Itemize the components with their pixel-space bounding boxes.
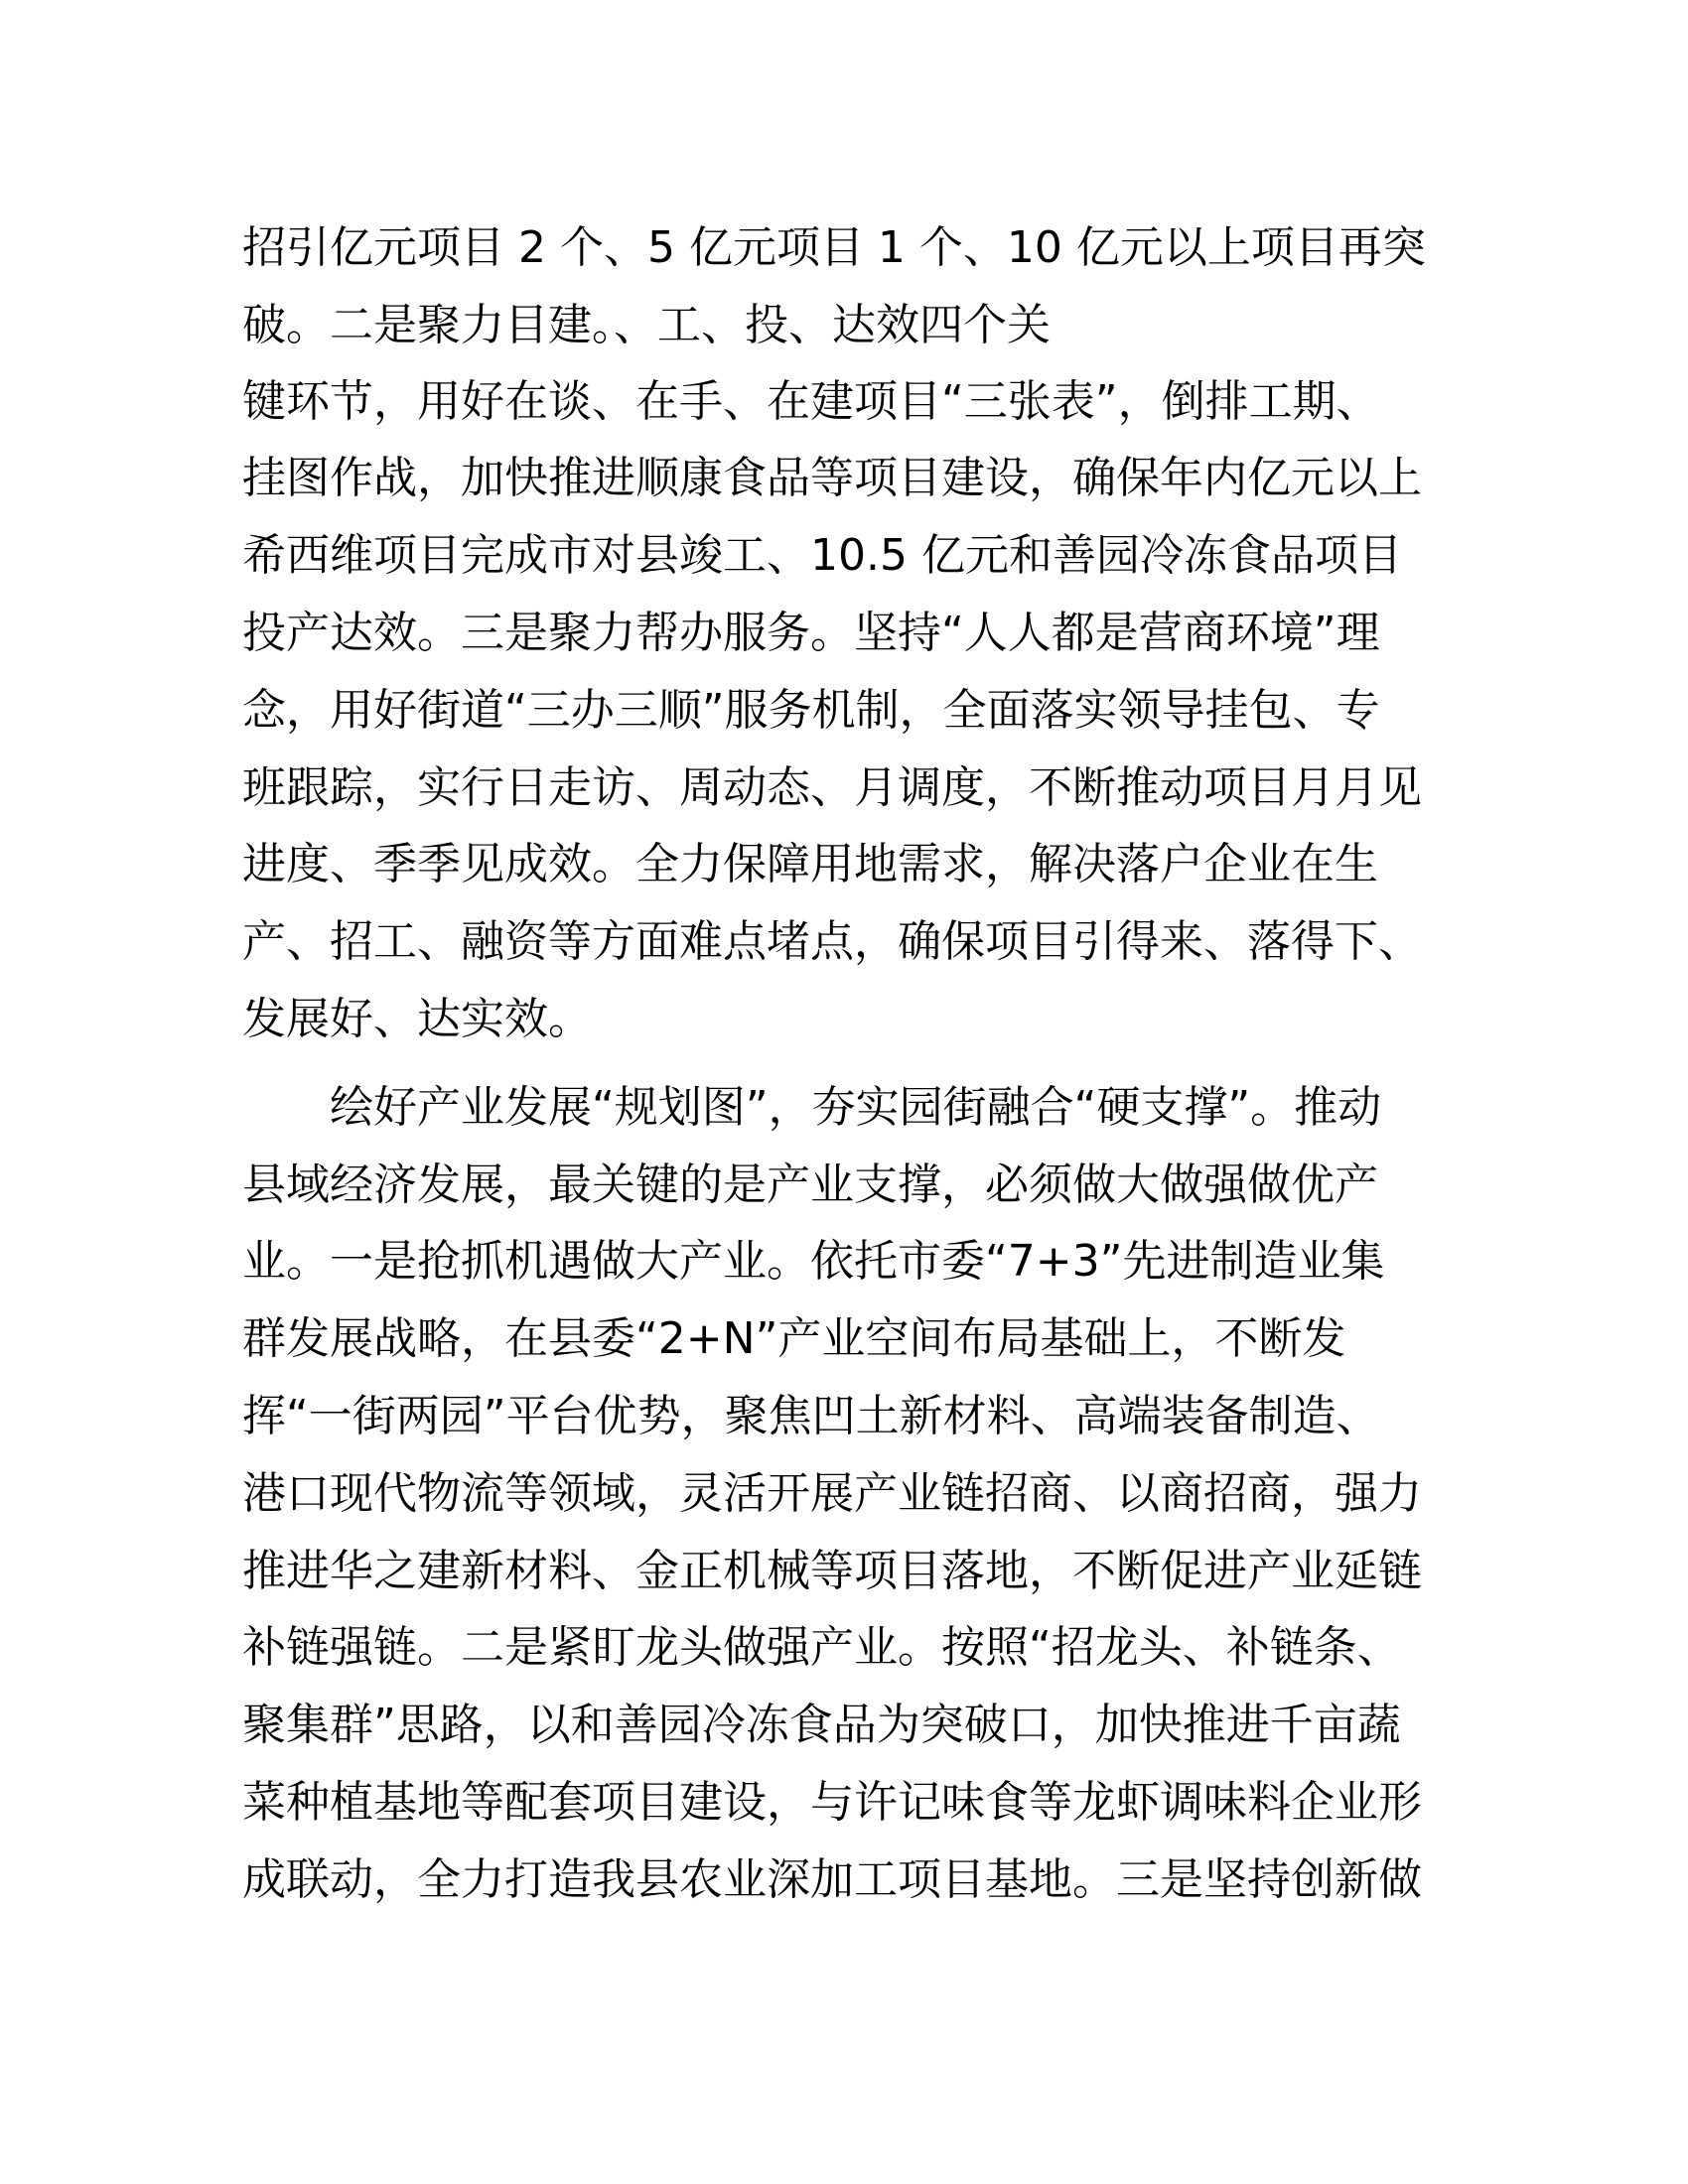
text-line: 产、招工、融资等方面难点堵点，确保项目引得来、落得下、: [242, 916, 1422, 967]
text-line: 成联动，全力打造我县农业深加工项目基地。三是坚持创新做: [242, 1854, 1422, 1905]
text-line: 进度、季季见成效。全力保障用地需求，解决落户企业在生: [242, 839, 1378, 889]
text-line: 港口现代物流等领域，灵活开展产业链招商、以商招商，强力: [242, 1468, 1422, 1519]
text-line: 键环节，用好在谈、在手、在建项目“三张表”，倒排工期、: [242, 376, 1380, 427]
text-line: 念，用好街道“三办三顺”服务机制，全面落实领导挂包、专: [242, 685, 1380, 736]
text-line: 聚集群”思路，以和善园冷冻食品为突破口，加快推进千亩蔬: [242, 1700, 1401, 1750]
text-line: 班跟踪，实行日走访、周动态、月调度，不断推动项目月月见: [242, 762, 1422, 813]
text-line: 投产达效。三是聚力帮办服务。坚持“人人都是营商环境”理: [242, 608, 1380, 658]
text-line: 县域经济发展，最关键的是产业支撑，必须做大做强做优产: [242, 1160, 1378, 1210]
text-line: 发展好、达实效。: [242, 994, 592, 1044]
text-line: 挥“一街两园”平台优势，聚焦凹土新材料、高端装备制造、: [242, 1391, 1380, 1441]
text-line: 希西维项目完成市对县竣工、10.5 亿元和善园冷冻食品项目: [242, 530, 1402, 581]
text-line: 菜种植基地等配套项目建设，与许记味食等龙虾调味料企业形: [242, 1777, 1422, 1828]
text-line: 业。一是抢抓机遇做大产业。依托市委“7+3”先进制造业集: [242, 1236, 1385, 1287]
text-line: 挂图作战，加快推进顺康食品等项目建设，确保年内亿元以上: [242, 453, 1422, 503]
text-line: 群发展战略，在县委“2+N”产业空间布局基础上，不断发: [242, 1313, 1346, 1364]
text-line: 推进华之建新材料、金正机械等项目落地，不断促进产业延链: [242, 1546, 1422, 1596]
text-line: 破。二是聚力目建。、工、投、达效四个关: [242, 300, 1051, 350]
text-line: 补链强链。二是紧盯龙头做强产业。按照“招龙头、补链条、: [242, 1622, 1401, 1673]
text-line: 招引亿元项目 2 个、5 亿元项目 1 个、10 亿元以上项目再突: [242, 222, 1426, 273]
text-line: 绘好产业发展“规划图”，夯实园街融合“硬支撑”。推动: [330, 1082, 1382, 1133]
